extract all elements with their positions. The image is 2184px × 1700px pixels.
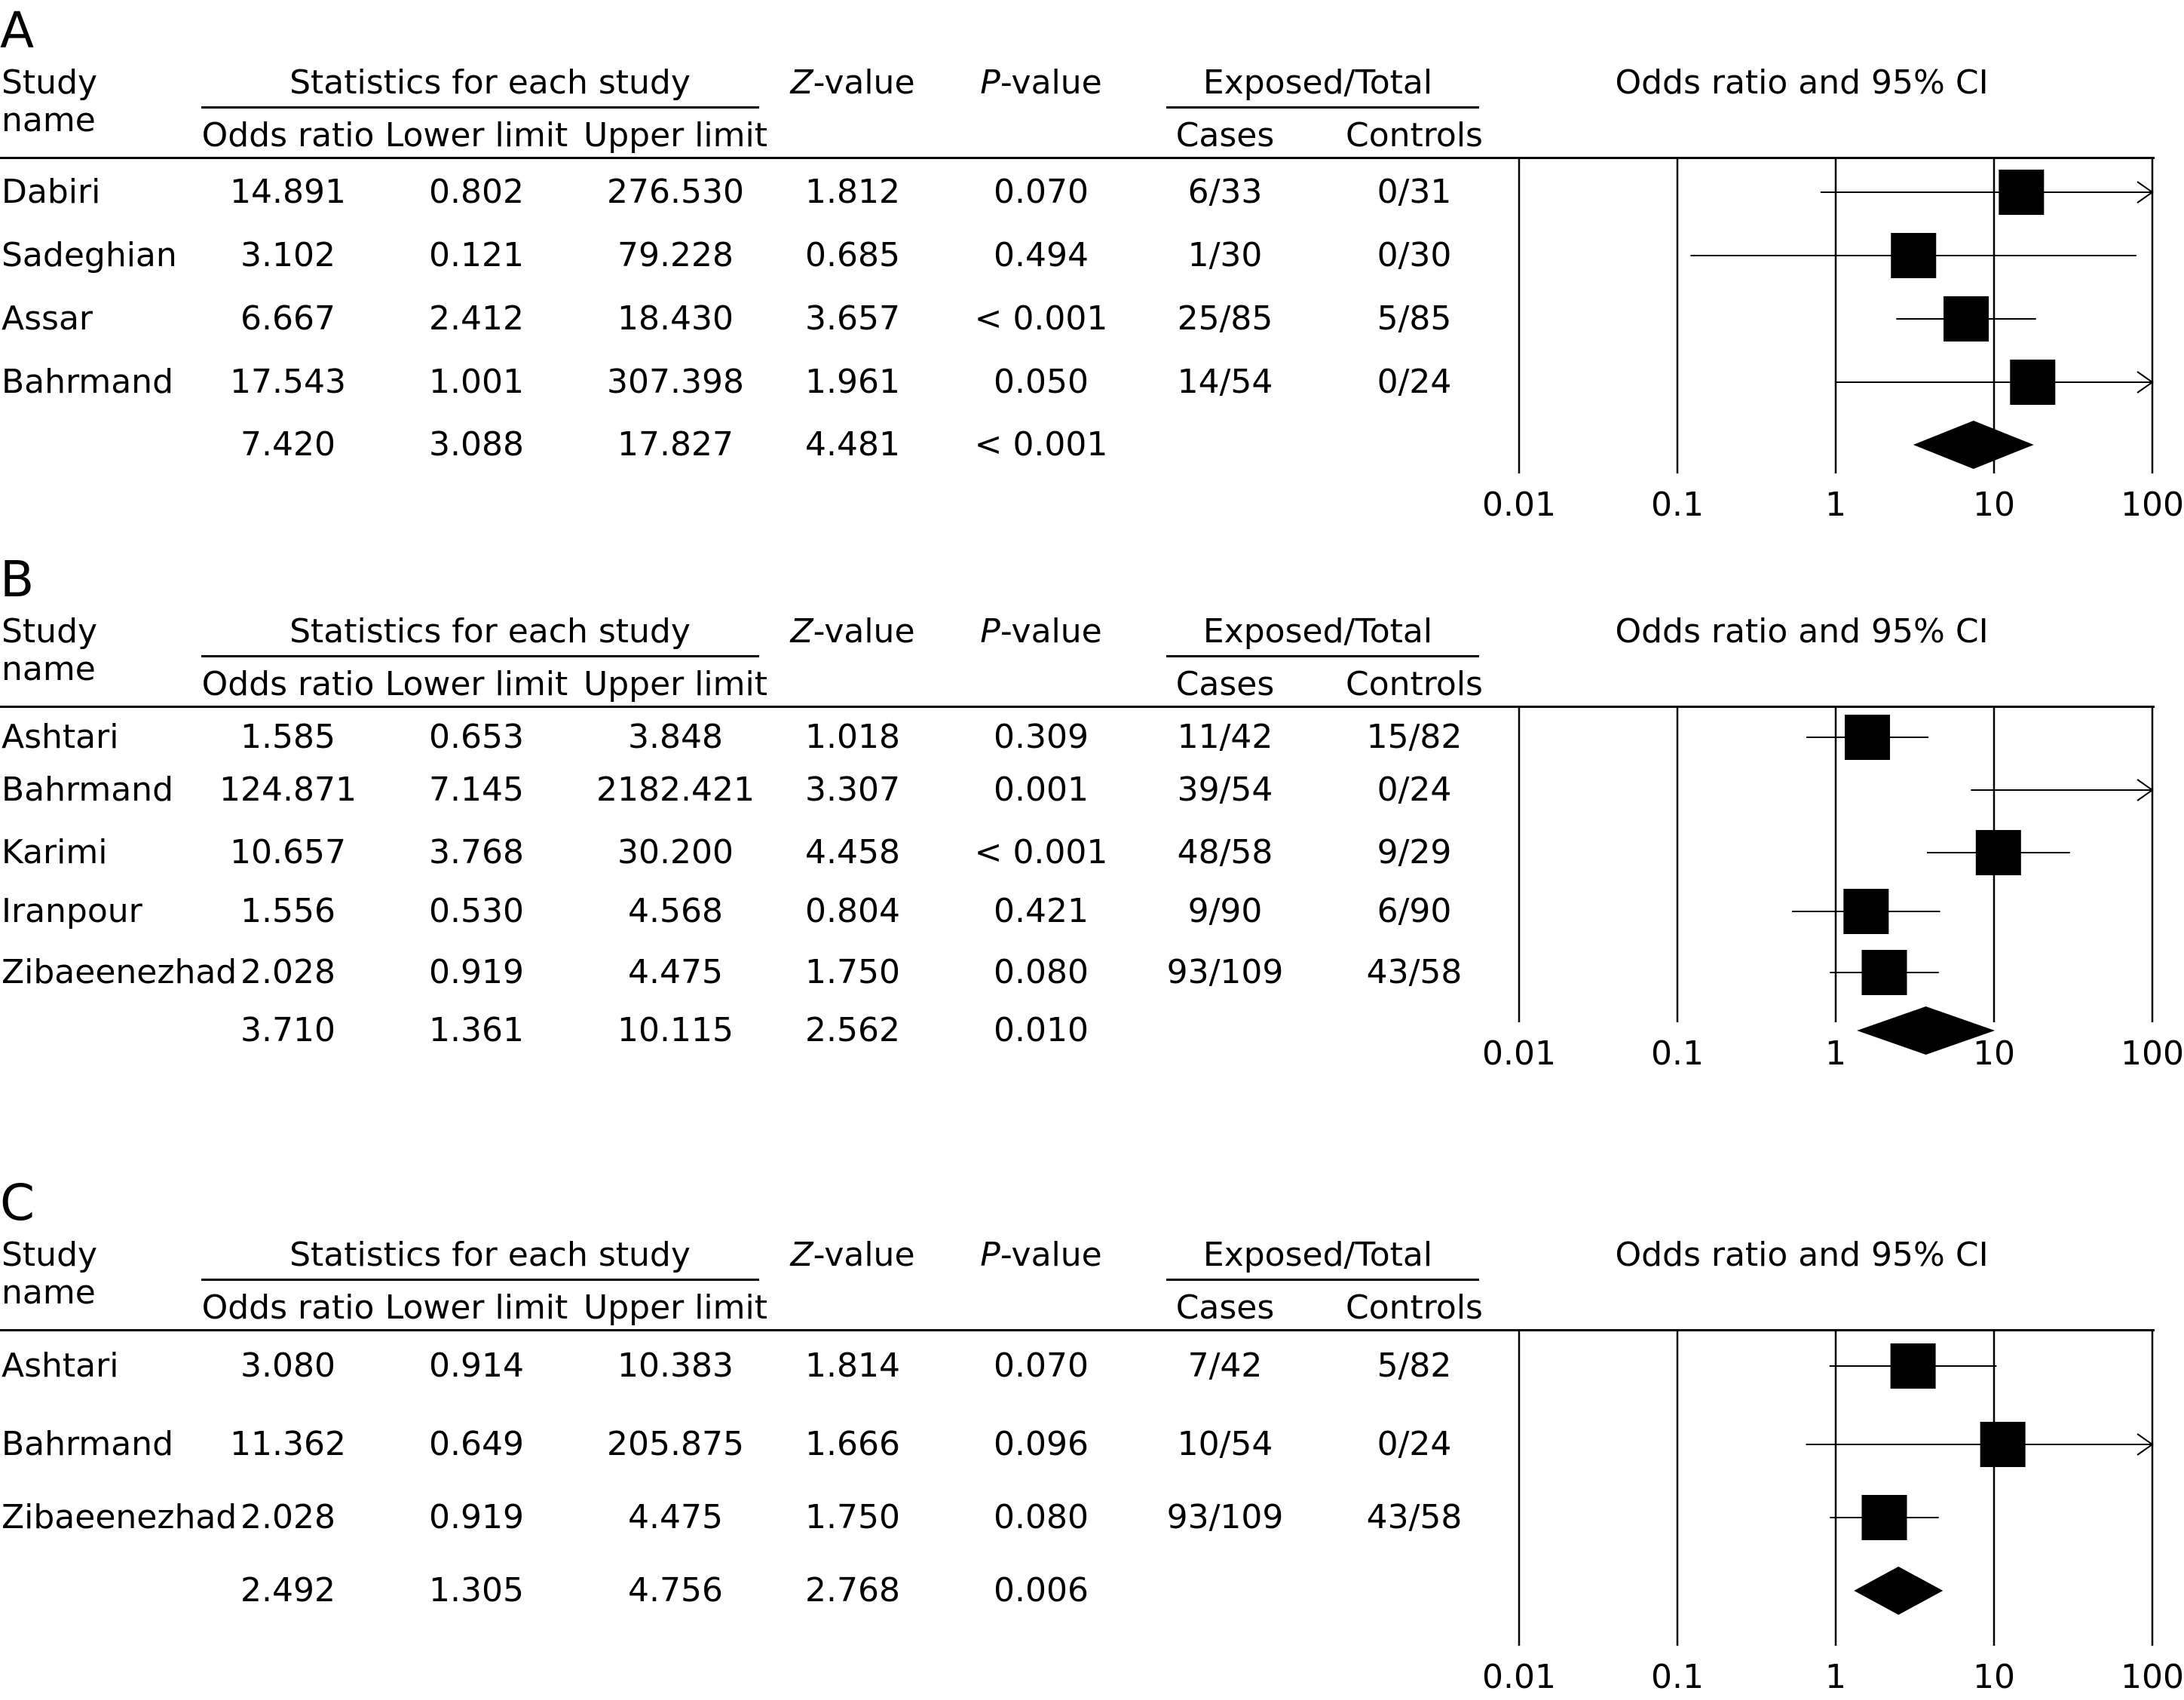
lower-limit-value: 3.768 xyxy=(429,833,524,871)
study-name: Sadeghian xyxy=(2,236,177,274)
header-upper-limit: Upper limit xyxy=(584,116,767,155)
p-value: 0.494 xyxy=(994,236,1089,274)
cases-value: 6/33 xyxy=(1187,173,1263,211)
study-name: Assar xyxy=(2,299,93,338)
axis-tick-label: 0.1 xyxy=(1651,485,1704,524)
axis-tick-label: 0.01 xyxy=(1482,485,1556,524)
summary-diamond xyxy=(1854,1567,1943,1615)
header-name: name xyxy=(2,650,96,688)
study-name: Bahrmand xyxy=(2,363,173,401)
header-controls: Controls xyxy=(1346,665,1483,703)
axis-tick-label: 0.1 xyxy=(1651,1658,1704,1696)
summary-lower-limit: 3.088 xyxy=(429,425,524,464)
cases-value: 39/54 xyxy=(1177,770,1273,809)
odds-ratio-value: 2.028 xyxy=(240,1498,335,1536)
study-name: Bahrmand xyxy=(2,770,173,809)
panel-label: C xyxy=(0,1174,35,1232)
header-lower-limit: Lower limit xyxy=(384,1288,568,1327)
summary-p-value: 0.010 xyxy=(994,1011,1089,1049)
odds-ratio-value: 17.543 xyxy=(230,363,346,401)
header-exposed-total: Exposed/Total xyxy=(1202,1236,1433,1274)
axis-tick-label: 1 xyxy=(1825,485,1846,524)
panel-a xyxy=(0,0,2184,528)
z-prefix: Z xyxy=(790,612,813,651)
controls-value: 0/24 xyxy=(1377,1425,1452,1463)
summary-p-value: 0.006 xyxy=(994,1571,1089,1610)
odds-ratio-marker xyxy=(1845,715,1890,760)
axis-tick-label: 0.01 xyxy=(1482,1658,1556,1696)
axis-tick-label: 10 xyxy=(1973,485,2015,524)
header-plot-title: Odds ratio and 95% CI xyxy=(1615,1236,1989,1274)
upper-limit-value: 307.398 xyxy=(607,363,744,401)
header-cases: Cases xyxy=(1175,116,1275,155)
header-exposed-total: Exposed/Total xyxy=(1202,63,1433,102)
z-prefix: Z xyxy=(790,63,813,102)
controls-value: 43/58 xyxy=(1366,1498,1463,1536)
study-name: Bahrmand xyxy=(2,1425,173,1463)
axis-tick-label: 10 xyxy=(1973,1658,2015,1696)
controls-value: 9/29 xyxy=(1377,833,1452,871)
p-value: 0.096 xyxy=(994,1425,1089,1463)
summary-p-value: < 0.001 xyxy=(974,425,1108,464)
odds-ratio-value: 1.585 xyxy=(240,718,335,756)
header-cases: Cases xyxy=(1175,665,1275,703)
summary-lower-limit: 1.305 xyxy=(429,1571,524,1610)
summary-z-value: 4.481 xyxy=(805,425,900,464)
summary-diamond xyxy=(1913,421,2034,469)
controls-value: 0/31 xyxy=(1377,173,1452,211)
p-prefix: P xyxy=(980,63,1000,102)
odds-ratio-value: 10.657 xyxy=(230,833,346,871)
lower-limit-value: 2.412 xyxy=(429,299,524,338)
cases-value: 1/30 xyxy=(1187,236,1263,274)
z-value: 4.458 xyxy=(805,833,900,871)
axis-tick-label: 1 xyxy=(1825,1034,1846,1073)
upper-limit-value: 205.875 xyxy=(607,1425,744,1463)
controls-value: 0/30 xyxy=(1377,236,1452,274)
odds-ratio-marker xyxy=(1891,1343,1936,1389)
p-value: 0.070 xyxy=(994,173,1089,211)
p-suffix: -value xyxy=(1000,63,1102,102)
header-lower-limit: Lower limit xyxy=(384,665,568,703)
controls-value: 15/82 xyxy=(1366,718,1463,756)
odds-ratio-value: 14.891 xyxy=(230,173,346,211)
panel-c xyxy=(0,1172,2184,1700)
upper-limit-value: 3.848 xyxy=(628,718,723,756)
upper-limit-value: 79.228 xyxy=(617,236,734,274)
z-value: 3.657 xyxy=(805,299,900,338)
p-value: < 0.001 xyxy=(974,299,1108,338)
study-name: Karimi xyxy=(2,833,108,871)
upper-limit-value: 4.475 xyxy=(628,1498,723,1536)
study-name: Ashtari xyxy=(2,718,119,756)
p-value: 0.050 xyxy=(994,363,1089,401)
odds-ratio-value: 1.556 xyxy=(240,892,335,930)
odds-ratio-marker xyxy=(1861,950,1907,995)
p-value: 0.421 xyxy=(994,892,1089,930)
summary-lower-limit: 1.361 xyxy=(429,1011,524,1049)
controls-value: 5/82 xyxy=(1377,1346,1452,1385)
cases-value: 14/54 xyxy=(1177,363,1273,401)
upper-limit-value: 4.568 xyxy=(628,892,723,930)
upper-limit-value: 276.530 xyxy=(607,173,744,211)
summary-z-value: 2.768 xyxy=(805,1571,900,1610)
p-value: 0.070 xyxy=(994,1346,1089,1385)
z-suffix: -value xyxy=(813,1236,915,1274)
lower-limit-value: 0.653 xyxy=(429,718,524,756)
header-name: name xyxy=(2,1273,96,1312)
z-value: 1.750 xyxy=(805,953,900,991)
header-study: Study xyxy=(2,612,98,651)
odds-ratio-marker xyxy=(1843,889,1888,934)
odds-ratio-marker xyxy=(1891,233,1936,278)
summary-odds-ratio: 2.492 xyxy=(240,1571,335,1610)
lower-limit-value: 0.649 xyxy=(429,1425,524,1463)
cases-value: 10/54 xyxy=(1177,1425,1273,1463)
axis-tick-label: 100 xyxy=(2121,485,2184,524)
header-plot-title: Odds ratio and 95% CI xyxy=(1615,63,1989,102)
odds-ratio-value: 11.362 xyxy=(230,1425,346,1463)
cases-value: 93/109 xyxy=(1166,1498,1284,1536)
odds-ratio-value: 124.871 xyxy=(219,770,357,809)
summary-upper-limit: 17.827 xyxy=(617,425,734,464)
summary-odds-ratio: 3.710 xyxy=(240,1011,335,1049)
lower-limit-value: 0.121 xyxy=(429,236,524,274)
lower-limit-value: 0.530 xyxy=(429,892,524,930)
header-study: Study xyxy=(2,63,98,102)
z-value: 1.961 xyxy=(805,363,900,401)
header-controls: Controls xyxy=(1346,1288,1483,1327)
z-value: 0.685 xyxy=(805,236,900,274)
p-value: < 0.001 xyxy=(974,833,1108,871)
panel-label: A xyxy=(0,2,35,60)
axis-tick-label: 0.1 xyxy=(1651,1034,1704,1073)
odds-ratio-marker xyxy=(1861,1495,1907,1540)
axis-tick-label: 10 xyxy=(1973,1034,2015,1073)
header-stats: Statistics for each study xyxy=(289,612,691,651)
header-upper-limit: Upper limit xyxy=(584,665,767,703)
header-controls: Controls xyxy=(1346,116,1483,155)
z-value: 1.018 xyxy=(805,718,900,756)
forest-plot xyxy=(0,1172,2175,1700)
p-value: 0.001 xyxy=(994,770,1089,809)
odds-ratio-marker xyxy=(2010,360,2055,405)
forest-plot xyxy=(0,0,2175,528)
study-name: Zibaeenezhad xyxy=(2,953,237,991)
header-stats: Statistics for each study xyxy=(289,1236,691,1274)
axis-tick-label: 100 xyxy=(2121,1034,2184,1073)
cases-value: 11/42 xyxy=(1177,718,1273,756)
lower-limit-value: 0.919 xyxy=(429,953,524,991)
axis-tick-label: 0.01 xyxy=(1482,1034,1556,1073)
header-cases: Cases xyxy=(1175,1288,1275,1327)
z-suffix: -value xyxy=(813,612,915,651)
odds-ratio-marker xyxy=(1976,830,2021,875)
upper-limit-value: 2182.421 xyxy=(596,770,755,809)
study-name: Dabiri xyxy=(2,173,101,211)
header-upper-limit: Upper limit xyxy=(584,1288,767,1327)
cases-value: 7/42 xyxy=(1187,1346,1263,1385)
summary-z-value: 2.562 xyxy=(805,1011,900,1049)
panel-label: B xyxy=(0,550,35,608)
z-value: 3.307 xyxy=(805,770,900,809)
z-value: 1.666 xyxy=(805,1425,900,1463)
upper-limit-value: 4.475 xyxy=(628,953,723,991)
header-odds-ratio: Odds ratio xyxy=(201,1288,375,1327)
lower-limit-value: 0.914 xyxy=(429,1346,524,1385)
p-value: 0.080 xyxy=(994,953,1089,991)
odds-ratio-value: 3.080 xyxy=(240,1346,335,1385)
lower-limit-value: 7.145 xyxy=(429,770,524,809)
lower-limit-value: 0.919 xyxy=(429,1498,524,1536)
panel-b xyxy=(0,549,2184,1077)
summary-upper-limit: 10.115 xyxy=(617,1011,734,1049)
odds-ratio-value: 6.667 xyxy=(240,299,335,338)
z-value: 1.750 xyxy=(805,1498,900,1536)
p-value: 0.080 xyxy=(994,1498,1089,1536)
controls-value: 5/85 xyxy=(1377,299,1452,338)
odds-ratio-value: 2.028 xyxy=(240,953,335,991)
header-stats: Statistics for each study xyxy=(289,63,691,102)
upper-limit-value: 10.383 xyxy=(617,1346,734,1385)
summary-upper-limit: 4.756 xyxy=(628,1571,723,1610)
controls-value: 0/24 xyxy=(1377,363,1452,401)
odds-ratio-marker xyxy=(1999,170,2044,215)
odds-ratio-marker xyxy=(1944,296,1989,342)
cases-value: 48/58 xyxy=(1177,833,1273,871)
study-name: Ashtari xyxy=(2,1346,119,1385)
header-exposed-total: Exposed/Total xyxy=(1202,612,1433,651)
header-name: name xyxy=(2,101,96,139)
z-value: 1.812 xyxy=(805,173,900,211)
controls-value: 0/24 xyxy=(1377,770,1452,809)
p-prefix: P xyxy=(980,612,1000,651)
upper-limit-value: 18.430 xyxy=(617,299,734,338)
p-suffix: -value xyxy=(1000,612,1102,651)
controls-value: 43/58 xyxy=(1366,953,1463,991)
header-study: Study xyxy=(2,1236,98,1274)
summary-odds-ratio: 7.420 xyxy=(240,425,335,464)
header-odds-ratio: Odds ratio xyxy=(201,116,375,155)
cases-value: 9/90 xyxy=(1187,892,1263,930)
p-value: 0.309 xyxy=(994,718,1089,756)
p-prefix: P xyxy=(980,1236,1000,1274)
lower-limit-value: 1.001 xyxy=(429,363,524,401)
forest-plot xyxy=(0,549,2175,1077)
study-name: Zibaeenezhad xyxy=(2,1498,237,1536)
z-value: 1.814 xyxy=(805,1346,900,1385)
z-value: 0.804 xyxy=(805,892,900,930)
header-plot-title: Odds ratio and 95% CI xyxy=(1615,612,1989,651)
axis-tick-label: 1 xyxy=(1825,1658,1846,1696)
cases-value: 25/85 xyxy=(1177,299,1273,338)
z-suffix: -value xyxy=(813,63,915,102)
header-lower-limit: Lower limit xyxy=(384,116,568,155)
controls-value: 6/90 xyxy=(1377,892,1452,930)
lower-limit-value: 0.802 xyxy=(429,173,524,211)
z-prefix: Z xyxy=(790,1236,813,1274)
upper-limit-value: 30.200 xyxy=(617,833,734,871)
odds-ratio-marker xyxy=(1980,1422,2026,1467)
header-odds-ratio: Odds ratio xyxy=(201,665,375,703)
study-name: Iranpour xyxy=(2,892,142,930)
summary-diamond xyxy=(1857,1006,1995,1055)
p-suffix: -value xyxy=(1000,1236,1102,1274)
axis-tick-label: 100 xyxy=(2121,1658,2184,1696)
odds-ratio-value: 3.102 xyxy=(240,236,335,274)
cases-value: 93/109 xyxy=(1166,953,1284,991)
